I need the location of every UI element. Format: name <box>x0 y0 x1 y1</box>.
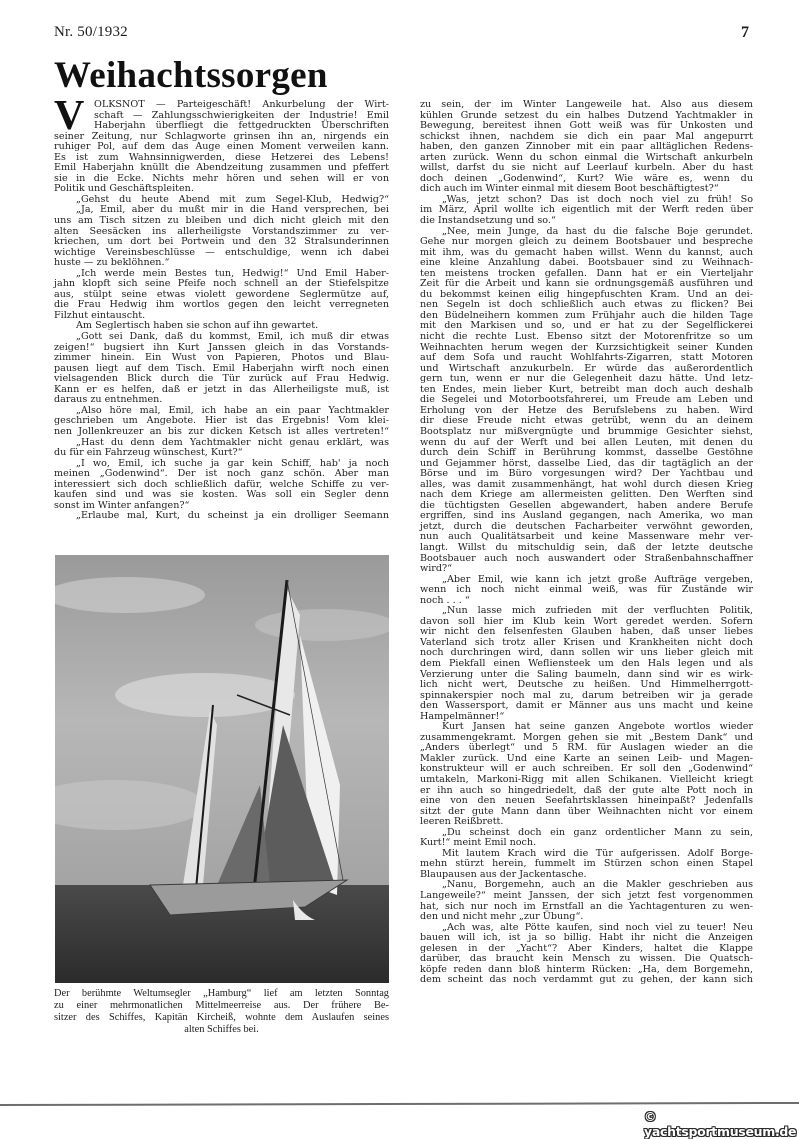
text-line: köpfe reden dann bloß hinterm Rücken: „Ha, dem Borgemehn, <box>420 963 753 975</box>
text-line: Es ist zum Wahnsinnigwerden, diese Hetzerei des Lebens! <box>54 151 389 163</box>
text-line: dir diese Freude nicht etwas getrübt, wenn du an deinem <box>420 415 753 427</box>
text-line: „Ja, Emil, aber du mußt mir in die Hand versprechen, bei <box>76 204 389 216</box>
text-line: vielsagenden Blick durch die Tür zurück auf Frau Hedwig. <box>54 373 389 385</box>
text-line: den Wassersport, damit er Männer aus uns macht und keine <box>420 700 753 712</box>
text-line: jetzt, durch die deutschen Facharbeiter verwöhnt geworden, <box>420 520 753 532</box>
text-line: interessiert sich doch schließlich dafür, welche Schiffe zu ver- <box>54 478 389 490</box>
text-line: kaufen sind und was sie kosten. Was soll ein Segler denn <box>54 489 389 501</box>
sailing-yacht-photo <box>55 555 389 983</box>
text-line: Kurt Jansen hat seine ganzen Angebote wortlos wieder <box>442 721 753 733</box>
text-line: zusammengekramt. Morgen gehen sie mit „Bestem Dank“ und <box>420 731 753 743</box>
text-line: im März, April wollte ich eigentlich mit der Werft reden über <box>420 204 753 216</box>
text-line: Erholung von der Hetze des Berufslebens zu haben. Wird <box>420 404 753 416</box>
text-line: huste — zu beklöhnen.“ <box>54 257 170 269</box>
text-line: Hampelmänner!“ <box>420 710 505 722</box>
text-line: die Segelei und Motorbootsfahrerei, um Freude am Leben und <box>420 394 753 406</box>
text-line: dem Piekfall einen Wefliensteek um den Hals legen und als <box>420 657 753 669</box>
text-line: sie in die Ecke. Nichts mehr hören und sehen will er von <box>54 172 389 184</box>
text-line: „Ach was, alte Pötte kaufen, sind noch viel zu teuer! Neu <box>442 921 753 933</box>
text-line: ergriffen, sind ins Ausland gegangen, nach Amerika, wo man <box>420 510 753 522</box>
text-line: noch durchringen wird, dann sollen wir uns lieber gleich mit <box>420 647 753 659</box>
text-line: den Büdelneihern kommen zum Frühjahr auch die hilden Tage <box>420 309 753 321</box>
photo-caption <box>54 988 389 1036</box>
cloud <box>255 609 389 641</box>
text-line: Weihnachten herum wegen der Kurzsichtigkeit seiner Kunden <box>420 341 753 353</box>
page-number: 7 <box>741 24 749 41</box>
text-line: leeren Reißbrett. <box>420 816 504 828</box>
text-line: OLKSNOT — Parteigeschäft! Ankurbelung der Wirt- <box>94 99 389 110</box>
text-line: wenn ich noch nicht einmal weiß, was für Zustände wir <box>420 584 753 596</box>
text-line: umtakeln, Markoni-Rigg mit allen Schikanen. Vielleicht kriegt <box>420 774 753 785</box>
text-line: langt. Willst du mitschuldig sein, daß der letzte deutsche <box>420 541 753 553</box>
text-line: kriechen, um dort bei Portwein und den 32 Stralsunderinnen <box>54 236 389 248</box>
text-line: jahn klopft sich seine Pfeife noch schnell an der Stiefelspitze <box>54 278 389 290</box>
text-line: wichtige Vereinsbeschlüsse — entschuldige, wenn ich dabei <box>54 246 389 258</box>
text-line: hat, sich nur noch im Ernstfall an die Yachtagenturen zu wen- <box>420 900 753 912</box>
text-line: Bewegung, bereitest ihnen Gott weiß was für Unkosten und <box>420 120 753 132</box>
text-line: lich nicht wert, Deutsche zu heißen. Und Himmelherrgott- <box>420 679 753 691</box>
text-line: zimmer hinein. Ein Wust von Papieren, Photos und Blau- <box>54 352 389 364</box>
text-line: den und nicht mehr „zur Übung“. <box>420 911 584 923</box>
footer-rule <box>0 1102 799 1106</box>
issue-number: Nr. 50/1932 <box>54 24 128 40</box>
text-line: eine kleine Anzahlung dabei. Bootsbauer sind zu Weihnach- <box>420 257 753 269</box>
text-line: bauen will ich, ist ja so billig. Habt ihr nicht die Anzeigen <box>420 932 753 944</box>
text-line: alten Seesäcken ins allerheiligste Vorstandszimmer zu ver- <box>54 225 389 237</box>
text-line: meinen „Godenwind“. Der ist noch ganz schön. Aber man <box>54 468 389 480</box>
text-line: „Anders überlegt“ und 5 RM. für Auslagen wieder an die <box>420 742 753 754</box>
text-line: „Gott sei Dank, daß du kommst, Emil, ich muß dir etwas <box>76 331 389 343</box>
text-line: dich auch im Winter einmal mit diesem Boot beschäftigtest?“ <box>420 183 719 195</box>
text-line: Langeweile?“ meint Janssen, der sich jetzt fest vorgenommen <box>420 890 753 902</box>
text-line: du für ein Fahrzeug wünschest, Kurt?“ <box>54 447 243 459</box>
text-line: „Nee, mein Junge, da hast du die falsche Boje gerundet. <box>442 225 753 237</box>
text-line: du bekommst keinen eilig hingepfuschten Kram. Und an dei- <box>420 288 753 300</box>
text-line: uns am Tisch sitzen zu bleiben und dich nicht gleich mit den <box>54 215 389 227</box>
text-line: wenn du auf der Werft und bei allen Leuten, mit denen du <box>420 436 753 448</box>
text-line: Kurt!“ meint Emil noch. <box>420 837 537 849</box>
text-line: Kann er es helfen, daß er jetzt in das Allerheiligste muß, ist <box>54 383 389 395</box>
text-line: zu sein, der im Winter Langeweile hat. Also aus diesem <box>420 99 753 110</box>
text-line: die tüchtigsten Gesellen abgewandert, haben andere Berufe <box>420 499 753 511</box>
left-column <box>54 93 389 522</box>
text-line: noch . . . “ <box>420 594 470 606</box>
text-line: Verzierung unter die Saling baumeln, dann sind wir es wirk- <box>420 668 753 680</box>
text-line: „Was, jetzt schon? Das ist doch noch viel zu früh! So <box>442 193 753 205</box>
text-line: wird?“ <box>420 563 453 575</box>
text-line: nen Segeln ist doch schließlich auch etwas zu flicken? Bei <box>420 299 753 311</box>
text-line: spinnakerspier noch mal zu, darum betreiben wir ja gerade <box>420 689 753 701</box>
text-line: „Aber Emil, wie kann ich jetzt große Aufträge vergeben, <box>442 573 753 585</box>
text-line: pausen liegt auf dem Tisch. Emil Haberjahn wirft noch einen <box>54 362 389 374</box>
text-line: alten Schiffes bei. <box>184 1024 259 1035</box>
text-line: „Ich werde mein Bestes tun, Hedwig!“ Und Emil Haber- <box>76 267 389 279</box>
text-line: gern tun, wenn er nur die Gelegenheit dazu hätte. Und letz- <box>420 373 753 385</box>
text-line: kühlen Grunde setzest du ein halbes Dutzend Yachtmakler in <box>420 109 753 121</box>
text-line: sonst im Winter anfangen?“ <box>54 499 190 511</box>
text-line: durch dein Schiff in Berührung kommst, dasselbe Gestöhne <box>420 447 753 459</box>
text-line: eine von den neuen Seefahrtsklassen hineinpaßt? Jedenfalls <box>420 795 753 807</box>
text-line: dem scheint das noch verdammt gut zu gehen, der kann sich <box>420 974 753 986</box>
text-line: konstrukteur will er auch schreiben. Er soll den „Godenwind“ <box>420 763 753 775</box>
text-line: „Hast du denn dem Yachtmakler nicht genau erklärt, was <box>76 436 389 448</box>
text-line: „Du scheinst doch ein ganz ordentlicher Mann zu sein, <box>442 826 753 838</box>
yacht-photo-illustration <box>55 555 389 983</box>
text-line: Makler zurück. Und eine Karte an seinen Leib- und Magen- <box>420 752 753 764</box>
right-column <box>420 100 753 986</box>
text-line: Zeit für die Arbeit und kann sie ordnungsgemäß ausführen und <box>420 278 753 290</box>
text-line: darüber, das braucht kein Mensch zu wissen. Die Quatsch- <box>420 953 753 965</box>
text-line: Der berühmte Weltumsegler „Hamburg“ lief am letzten Sonntag <box>54 988 389 999</box>
text-line: schickst ihnen, nachdem sie dich ein paar Mal angepurrt <box>420 130 753 142</box>
text-line: seiner Zeitung, nur Schlagworte grinsen ihn an, nirgends ein <box>54 130 389 142</box>
text-line: Börse und im Büro vorgesungen wird? Der Yachtbau und <box>420 468 753 480</box>
text-line: „Also höre mal, Emil, ich habe an ein paar Yachtmakler <box>76 404 389 416</box>
text-line: gelesen in der „Yacht“? Aber Kinders, haltet die Klappe <box>420 942 753 954</box>
text-line: mehn stürzt herein, fummelt im Stürzen schon einen Stapel <box>420 858 753 870</box>
text-line: sitzt der gute Mann dann über Weihnachten nicht vor einem <box>420 805 753 817</box>
text-line: geschrieben um Angebote. Hier ist das Ergebnis! Vom klei- <box>54 415 389 427</box>
text-line: zu einer mehrmonatlichen Mittelmeerreise aus. Der frühere Be- <box>54 1000 389 1011</box>
text-line: Bootsplatz nur mißvergnügte und brummige Gesichter siehst, <box>420 425 753 437</box>
text-line: auf dem Sofa und raucht Wohlfahrts-Zigarren, statt Motoren <box>420 352 753 364</box>
text-line: er ihn auch so hingedriedelt, daß der gute alte Pott noch in <box>420 784 753 796</box>
text-line: aus, stülpt seine etwas violett gewordene Seglermütze auf, <box>54 288 389 300</box>
text-line: haben, den ganzen Zinnober mit ein paar alltäglichen Redens- <box>420 141 753 153</box>
text-line: nun auch Qualitätsarbeit und keine Massenware mehr ver- <box>420 531 753 543</box>
text-line: die Frau Hedwig ihm wortlos gegen den leicht verregneten <box>54 299 389 311</box>
cloud <box>115 673 295 717</box>
text-line: ten meistens trocken gefallen. Dann hat er ein Vierteljahr <box>420 267 753 279</box>
text-line: nach dem Kriege am allermeisten gelitten. Den Werften sind <box>420 489 753 501</box>
text-line: daraus zu entnehmen. <box>54 394 163 406</box>
article-title: Weihachtssorgen <box>54 55 328 96</box>
text-line: Emil Haberjahn knüllt die Abendzeitung zusammen und pfeffert <box>54 162 389 174</box>
text-line: und Gejammer hörst, dasselbe Lied, das dir tagtäglich an der <box>420 457 753 469</box>
text-line: „Nun lasse mich zufrieden mit der verfluchten Politik, <box>442 605 753 617</box>
text-line: mit den Markisen und so, und er hat zu der Segelflickerei <box>420 320 753 332</box>
text-line: Mit lautem Krach wird die Tür aufgerissen. Adolf Borge- <box>442 847 753 859</box>
text-line: „I wo, Emil, ich suche ja gar kein Schiff, hab' ja noch <box>76 457 389 469</box>
text-line: alles, was damit zusammenhängt, hat wohl durch diesen Krieg <box>420 478 753 490</box>
text-line: und Wirtschaft anzukurbeln. Er würde das außerordentlich <box>420 362 753 374</box>
text-line: Politik und Geschäftspleiten. <box>54 183 194 195</box>
copyright-watermark: © yachtsportmuseum.de <box>644 1109 797 1139</box>
text-line: zeigen!“ bugsiert ihn Kurt Janssen gleich in das Vorstands- <box>54 341 389 353</box>
text-line: schaft — Zahlungsschwierigkeiten der Industrie! Emil <box>94 109 389 121</box>
text-line: sitzer des Schiffes, Kapitän Kircheiß, wohnte dem Auslaufen seines <box>54 1012 389 1023</box>
text-line: „Nanu, Borgemehn, auch an die Makler geschrieben aus <box>442 879 753 891</box>
text-line: Gehe nur morgen gleich zu deinem Bootsbauer und bespreche <box>420 236 753 248</box>
text-line: Haberjahn überfliegt die fettgedruckten Überschriften <box>94 120 389 132</box>
text-line: nicht die rechte Lust. Ebenso sitzt der Motorenfritze so um <box>420 331 753 343</box>
text-line: Blaupausen aus der Jackentasche. <box>420 868 587 880</box>
text-line: willst, darfst du sie nicht auf Leerlauf kurbeln. Aber du hast <box>420 162 753 174</box>
text-line: die Instandsetzung und so.“ <box>420 215 556 227</box>
text-line: „Erlaube mal, Kurt, du scheinst ja ein drolliger Seemann <box>76 510 389 522</box>
text-line: Vaterland sich trotz aller Krisen und Krankheiten nicht doch <box>420 636 753 648</box>
text-line: nen Jollenkreuzer an bis zur dicken Ketsch ist alles vertreten!“ <box>54 425 389 437</box>
text-line: Am Seglertisch haben sie schon auf ihn gewartet. <box>76 320 319 332</box>
drop-cap: V <box>54 93 85 139</box>
text-line: „Gehst du heute Abend mit zum Segel-Klub, Hedwig?“ <box>76 193 389 205</box>
text-line: ruhiger Pol, auf dem das Auge einen Moment verweilen kann. <box>54 141 389 153</box>
text-line: davon soll hier im Klub kein Wort geredet werden. Sofern <box>420 615 753 627</box>
text-line: Bootsbauer auch noch auswandert oder Straßenbahnschaffner <box>420 552 753 564</box>
text-line: doch deinen „Godenwind“, Kurt? Wie wäre es, wenn du <box>420 172 753 184</box>
text-line: Filzhut eintauscht. <box>54 309 146 321</box>
text-line: arten zurück. Wenn du schon einmal die Wirtschaft ankurbeln <box>420 151 753 163</box>
text-line: ten Endes, mein lieber Kurt, betreibt man doch auch deshalb <box>420 383 753 395</box>
text-line: mit ihm, was du gemacht haben willst. Wenn du kannst, auch <box>420 246 753 258</box>
text-line: wir nicht den felsenfesten Glauben haben, daß unser liebes <box>420 626 753 638</box>
